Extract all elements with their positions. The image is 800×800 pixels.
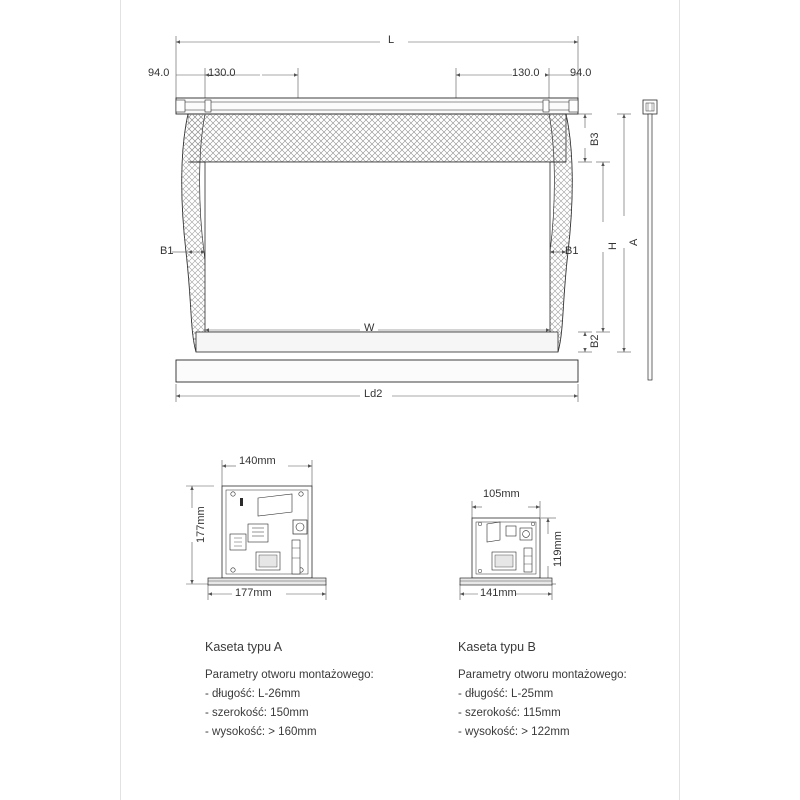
dim-label-B2: B2 — [589, 334, 601, 348]
dim-label-right-gap: 94.0 — [570, 67, 592, 79]
case-a-param-3: - wysokość: > 160mm — [205, 726, 317, 738]
case-b-params-title: Parametry otworu montażowego: — [458, 669, 627, 681]
side-elevation — [643, 100, 657, 380]
case-a-view — [186, 460, 326, 600]
case-a-height-label: 177mm — [195, 506, 207, 543]
case-a-width-top-label: 140mm — [239, 455, 276, 467]
dim-label-L: L — [388, 34, 395, 46]
dim-label-left-bracket: 130.0 — [208, 67, 236, 79]
case-a-param-1: - długość: L-26mm — [205, 688, 301, 700]
case-b-width-bottom-label: 141mm — [480, 587, 517, 599]
case-a-title: Kaseta typu A — [205, 640, 283, 654]
dim-label-A: A — [628, 238, 640, 246]
case-a-width-bottom-label: 177mm — [235, 587, 272, 599]
case-b-height-label: 119mm — [552, 531, 564, 567]
dim-label-Ld2: Ld2 — [364, 388, 383, 400]
dim-label-B1-right: B1 — [565, 245, 579, 257]
dim-label-left-gap: 94.0 — [148, 67, 170, 79]
case-b-param-2: - szerokość: 115mm — [458, 707, 561, 719]
case-a-param-2: - szerokość: 150mm — [205, 707, 309, 719]
main-view-group — [172, 36, 657, 402]
dim-label-W: W — [364, 322, 375, 334]
dim-label-H: H — [607, 242, 619, 250]
dim-right-stack — [578, 114, 631, 352]
case-b-param-1: - długość: L-25mm — [458, 688, 554, 700]
dim-label-B3: B3 — [589, 132, 601, 146]
case-b-title: Kaseta typu B — [458, 640, 536, 654]
case-b-view — [460, 501, 556, 600]
dim-label-B1-left: B1 — [160, 245, 174, 257]
case-b-width-top-label: 105mm — [483, 488, 520, 500]
case-b-param-3: - wysokość: > 122mm — [458, 726, 570, 738]
case-a-params-title: Parametry otworu montażowego: — [205, 669, 374, 681]
case-b-dim-top — [472, 501, 540, 518]
dim-label-right-bracket: 130.0 — [512, 67, 540, 79]
